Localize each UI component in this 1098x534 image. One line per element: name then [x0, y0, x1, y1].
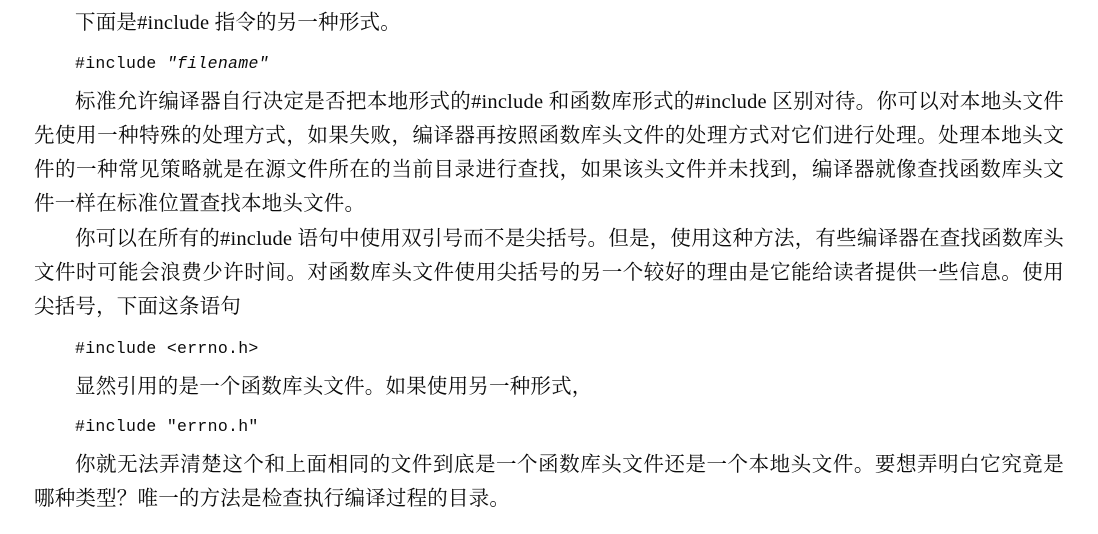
- spacer: [34, 405, 1064, 408]
- paragraph-obviously-library: 显然引用的是一个函数库头文件。如果使用另一种形式，: [75, 376, 593, 398]
- paragraph-intro-include-form: 下面是#include 指令的另一种形式。: [75, 12, 401, 34]
- paragraph-cannot-tell: 你就无法弄清楚这个和上面相同的文件到底是一个函数库头文件还是一个本地头文件。要想弄明白它究竟是哪种类型？唯一的方法是检查执行编译过程的目录。: [34, 454, 1064, 510]
- spacer: [34, 325, 1064, 330]
- code-line-include-filename: [34, 48, 1064, 79]
- spacer: [34, 41, 1064, 45]
- code-line-include-errno-angle: #include <errno.h>: [75, 339, 259, 358]
- code-text-prefix: #include: [75, 54, 167, 73]
- code-line-include-errno-quote: #include "errno.h": [75, 417, 259, 436]
- code-text-italic-filename: "filename": [166, 54, 269, 73]
- paragraph-standard-allows: 标准允许编译器自行决定是否把本地形式的#include 和函数库形式的#include 区别对待。你可以对本地头文件先使用一种特殊的处理方式，如果失败，编译器再按照函数库头文件的处理方式对它们进行处理。处理本地头文件的一种常见策略就是在源文件所在的当前目录进行查找，如果该头文件并未找到，编译器就像查找函数库头文件一样在标准位置查找本地头文件。: [34, 91, 1064, 215]
- paragraph-quotes-everywhere: 你可以在所有的#include 语句中使用双引号而不是尖括号。但是，使用这种方法，有些编译器在查找函数库头文件时可能会浪费少许时间。对函数库头文件使用尖括号的另一个较好的理由是它能给读者提供一些信息。使用尖括号，下面这条语句: [34, 228, 1064, 318]
